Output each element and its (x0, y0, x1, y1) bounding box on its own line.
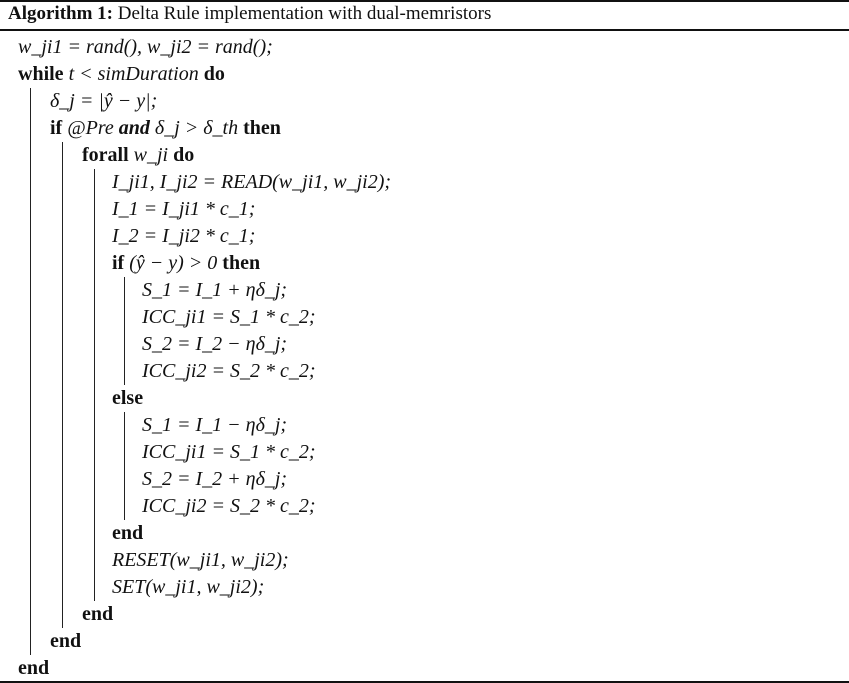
line-reset: RESET(w_ji1, w_ji2); (112, 549, 289, 571)
kw-if: if (50, 117, 63, 139)
if-threshold-condition: δ_j > δ_th (154, 117, 239, 139)
algorithm-label: Algorithm 1: (8, 3, 114, 24)
caption-rule (0, 29, 849, 31)
line-read: I_ji1, I_ji2 = READ(w_ji1, w_ji2); (112, 171, 392, 193)
line-i1: I_1 = I_ji1 * c_1; (112, 198, 256, 220)
line-end-if (50, 629, 81, 653)
line-end-if-inner (112, 521, 143, 545)
line-if-inner (112, 251, 260, 275)
line-end-while (18, 656, 49, 680)
kw-forall: forall (82, 144, 129, 166)
line-if-pre (50, 116, 281, 140)
if-pre-event: @Pre (67, 117, 114, 139)
line-forall (82, 143, 194, 167)
forall-block-bar (94, 169, 95, 601)
line-then-s2: S_2 = I_2 − ηδ_j; (142, 333, 288, 355)
else-block-bar (124, 412, 125, 520)
then-block-bar (124, 277, 125, 385)
bottom-rule (0, 681, 849, 683)
kw-end-if: end (50, 630, 82, 652)
algorithm-title: Delta Rule implementation with dual-memristors (117, 3, 492, 24)
kw-and: and (118, 117, 150, 139)
kw-else: else (112, 387, 144, 409)
line-else-s2: S_2 = I_2 + ηδ_j; (142, 468, 288, 490)
while-condition: t < simDuration (68, 63, 199, 85)
line-init: w_ji1 = rand(), w_ji2 = rand(); (18, 36, 273, 58)
forall-variable: w_ji (133, 144, 169, 166)
line-delta: δ_j = |ŷ − y|; (50, 90, 158, 112)
top-rule (0, 0, 849, 2)
line-end-forall (82, 602, 113, 626)
line-set: SET(w_ji1, w_ji2); (112, 576, 265, 598)
line-then-icc1: ICC_ji1 = S_1 * c_2; (142, 306, 316, 328)
kw-do: do (203, 63, 225, 85)
line-then-s1: S_1 = I_1 + ηδ_j; (142, 279, 288, 301)
kw-if-inner: if (112, 252, 125, 274)
line-while (18, 62, 225, 86)
line-else-s1: S_1 = I_1 − ηδ_j; (142, 414, 288, 436)
line-else (112, 386, 143, 410)
algorithm-caption (8, 3, 491, 25)
kw-do-forall: do (173, 144, 195, 166)
if-inner-condition: (ŷ − y) > 0 (129, 252, 218, 274)
kw-end-forall: end (82, 603, 114, 625)
kw-while: while (18, 63, 64, 85)
line-else-icc2: ICC_ji2 = S_2 * c_2; (142, 495, 316, 517)
kw-end-while: end (18, 657, 50, 679)
line-else-icc1: ICC_ji1 = S_1 * c_2; (142, 441, 316, 463)
kw-then-inner: then (222, 252, 261, 274)
if-block-bar (62, 142, 63, 628)
kw-then: then (243, 117, 281, 139)
line-i2: I_2 = I_ji2 * c_1; (112, 225, 256, 247)
while-block-bar (30, 88, 31, 655)
kw-end-if-inner: end (112, 522, 144, 544)
line-then-icc2: ICC_ji2 = S_2 * c_2; (142, 360, 316, 382)
